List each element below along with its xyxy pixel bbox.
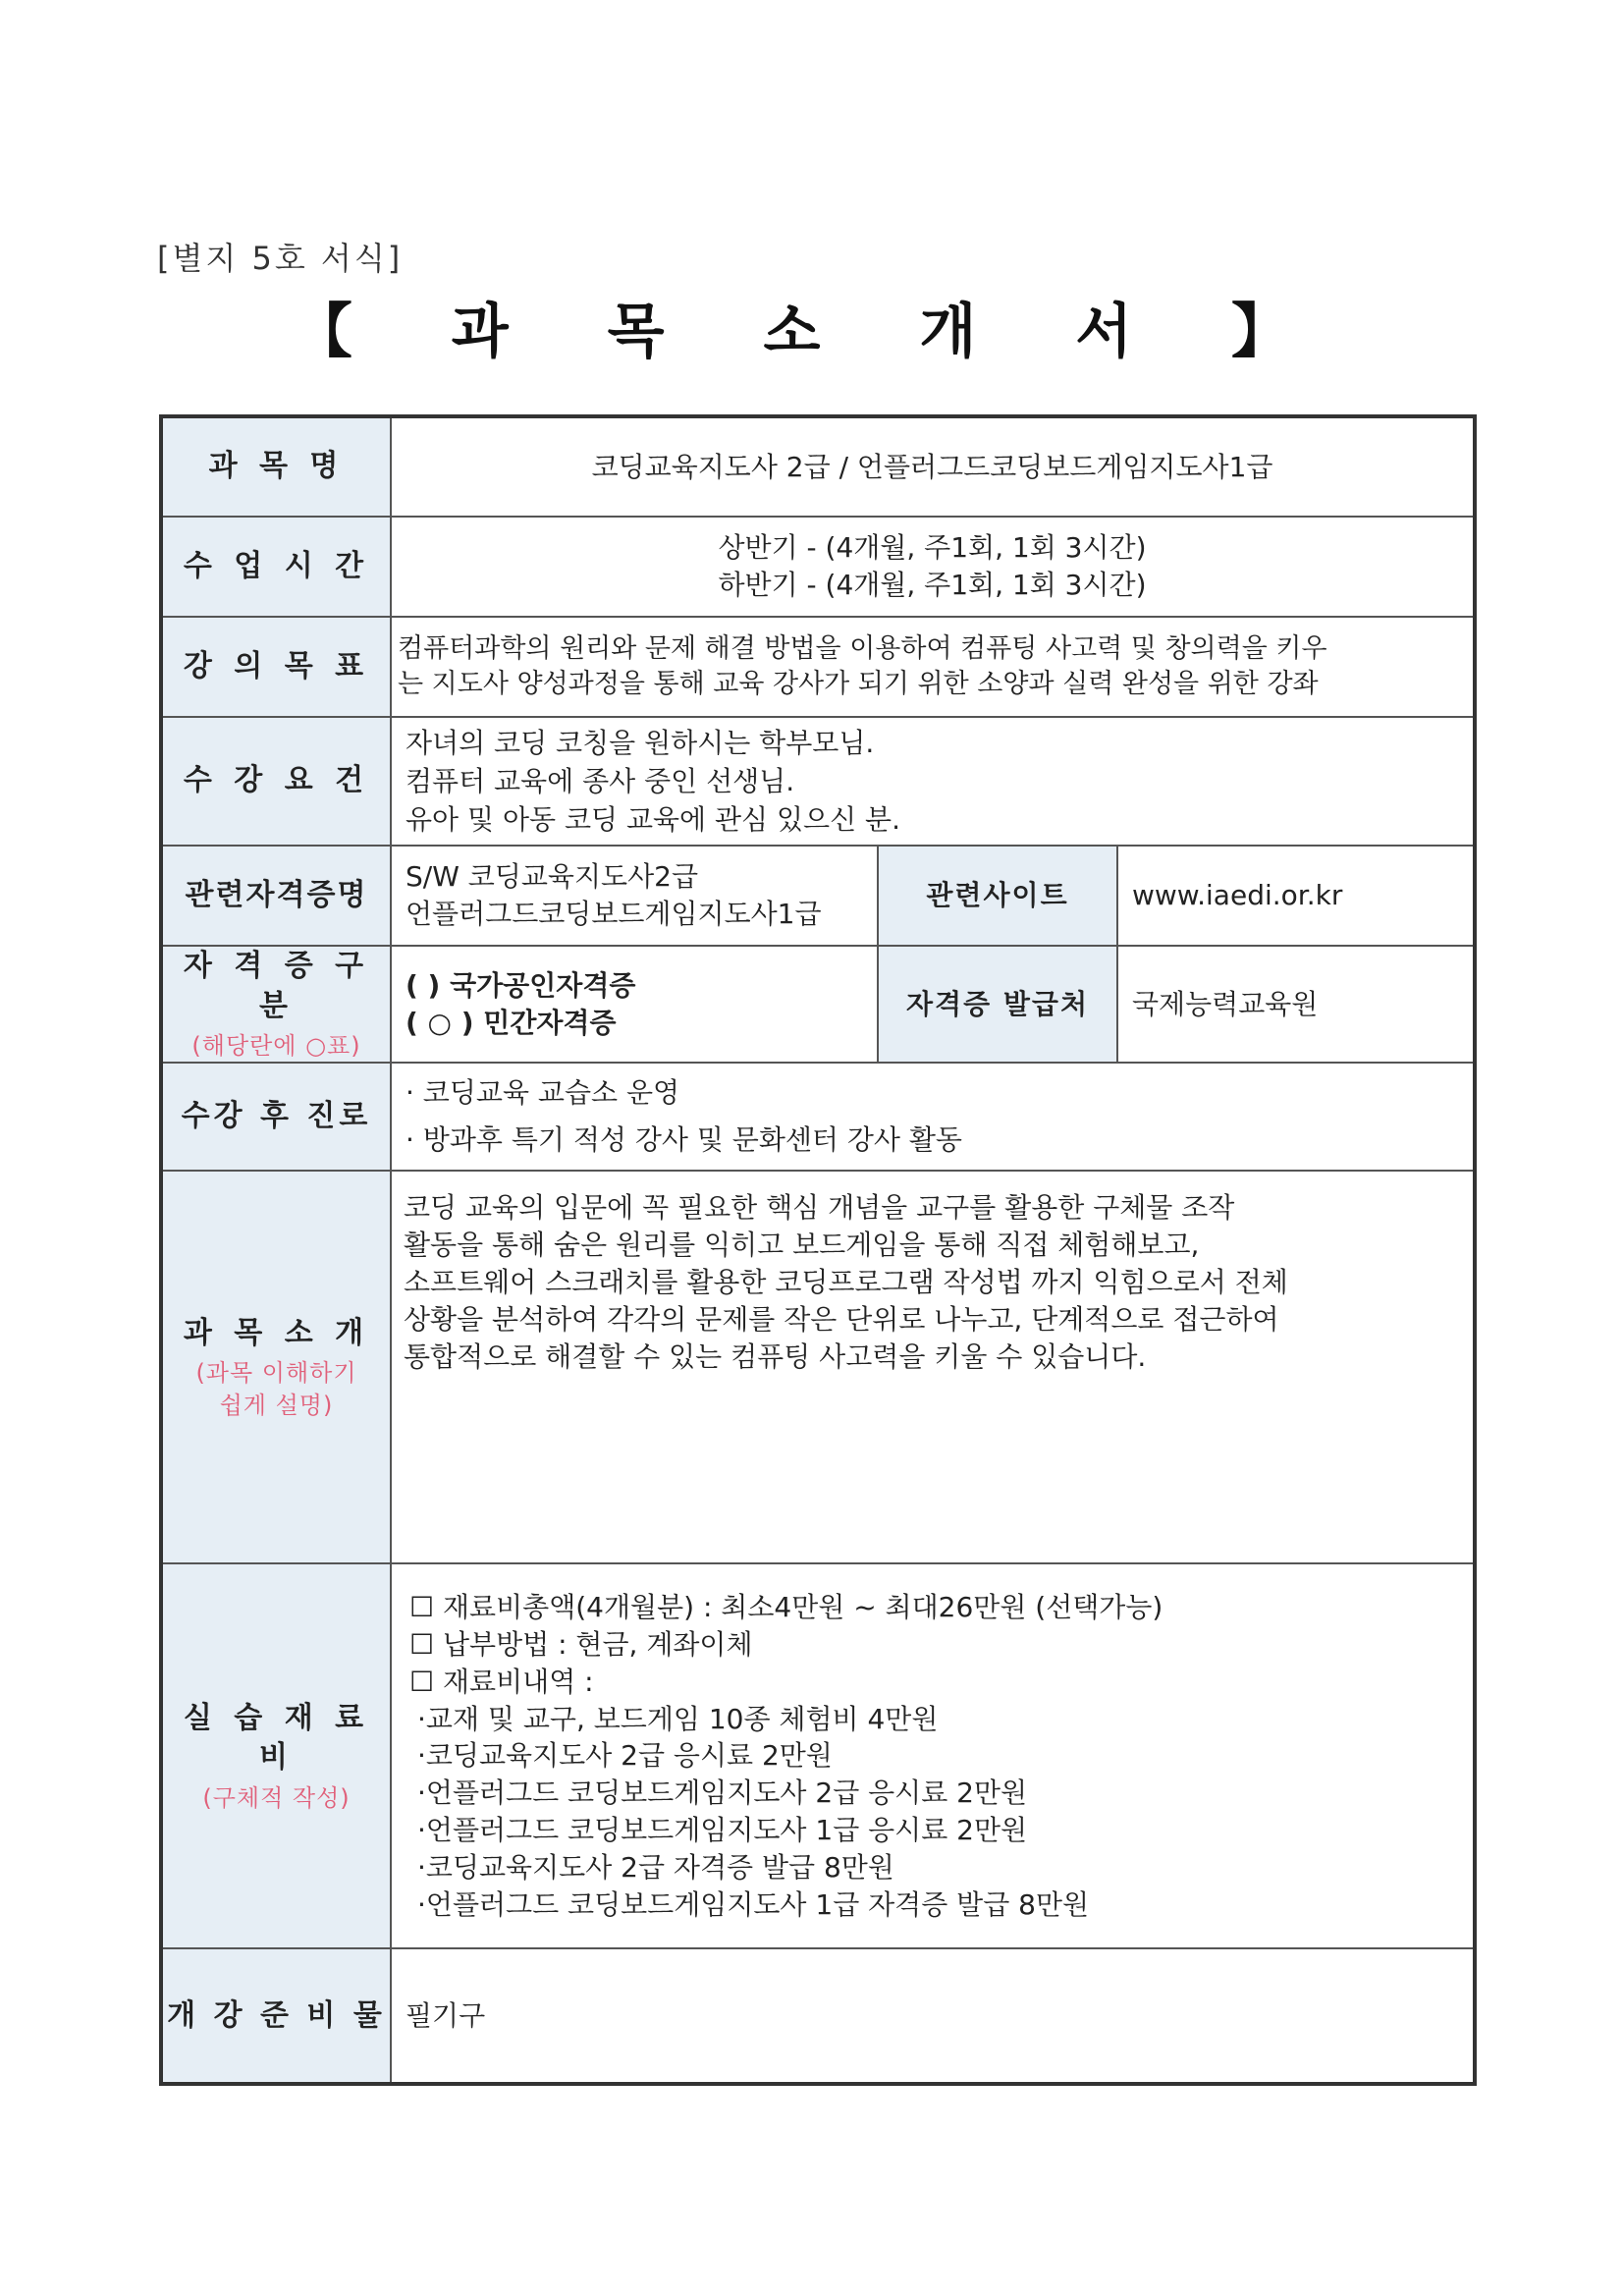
issuer-value: 국제능력교육원	[1117, 946, 1475, 1063]
issuer-header: 자격증 발급처	[878, 946, 1117, 1063]
cert-type-header: 자 격 증 구 분	[183, 949, 370, 1023]
intro-line-3: 소프트웨어 스크래치를 활용한 코딩프로그램 작성법 까지 익힘으로서 전체	[404, 1265, 1288, 1298]
materials-breakdown-title: ☐ 재료비내역 :	[409, 1665, 594, 1698]
row-career	[161, 1063, 1475, 1171]
row-requirements	[161, 717, 1475, 846]
requirement-line-2: 컴퓨터 교육에 종사 중인 선생님.	[406, 765, 795, 797]
materials-item-1: ·교재 및 교구, 보드게임 10종 체험비 4만원	[417, 1702, 939, 1735]
cert-option-private: ( ○ ) 민간자격증	[406, 1006, 617, 1039]
course-intro-table	[159, 414, 1477, 2086]
site-value: www.iaedi.or.kr	[1117, 846, 1475, 946]
class-time-header: 수 업 시 간	[161, 517, 391, 617]
class-time-line-1: 상반기 - (4개월, 주1회, 1회 3시간)	[718, 531, 1147, 565]
certificate-header: 관련자격증명	[161, 846, 391, 946]
intro-line-4: 상황을 분석하여 각각의 문제를 작은 단위로 나누고, 단계적으로 접근하여	[404, 1302, 1279, 1336]
row-materials	[161, 1563, 1475, 1948]
requirements-value	[391, 717, 1475, 846]
cert-option-national: ( ) 국가공인자격증	[406, 968, 636, 1002]
career-header: 수강 후 진로	[161, 1063, 391, 1171]
form-number-label: [별지 5호 서식]	[157, 240, 404, 277]
goal-value	[391, 617, 1475, 717]
row-cert-type	[161, 946, 1475, 1063]
row-intro	[161, 1171, 1475, 1563]
goal-header: 강 의 목 표	[161, 617, 391, 717]
prep-value: 필기구	[391, 1948, 1475, 2084]
materials-item-5: ·코딩교육지도사 2급 자격증 발급 8만원	[417, 1850, 894, 1884]
materials-header-cell	[161, 1563, 391, 1948]
subject-header: 과 목 명	[161, 416, 391, 517]
requirements-header: 수 강 요 건	[161, 717, 391, 846]
intro-note: (과목 이해하기 쉽게 설명)	[195, 1359, 357, 1419]
materials-item-2: ·코딩교육지도사 2급 응시료 2만원	[417, 1739, 833, 1773]
goal-line-2: 는 지도사 양성과정을 통해 교육 강사가 되기 위한 소양과 실력 완성을 위한 강좌	[398, 669, 1319, 699]
certificate-line-1: S/W 코딩교육지도사2급	[406, 860, 698, 894]
site-header: 관련사이트	[878, 846, 1117, 946]
materials-item-6: ·언플러그드 코딩보드게임지도사 1급 자격증 발급 8만원	[417, 1887, 1090, 1921]
requirement-line-3: 유아 및 아동 코딩 교육에 관심 있으신 분.	[406, 803, 900, 836]
materials-header: 실 습 재 료 비	[183, 1700, 370, 1776]
materials-item-4: ·언플러그드 코딩보드게임지도사 1급 응시료 2만원	[417, 1814, 1028, 1847]
intro-value	[391, 1171, 1475, 1563]
document-title: 【 과 목 소 개 서 】	[293, 298, 1330, 366]
career-line-1: · 코딩교육 교습소 운영	[406, 1076, 680, 1110]
row-prep	[161, 1948, 1475, 2084]
career-value	[391, 1063, 1475, 1171]
materials-value	[391, 1563, 1475, 1948]
class-time-line-2: 하반기 - (4개월, 주1회, 1회 3시간)	[718, 569, 1147, 601]
intro-header-cell	[161, 1171, 391, 1563]
intro-line-5: 통합적으로 해결할 수 있는 컴퓨팅 사고력을 키울 수 있습니다.	[404, 1339, 1147, 1373]
materials-payment: ☐ 납부방법 : 현금, 계좌이체	[409, 1628, 753, 1662]
requirement-line-1: 자녀의 코딩 코칭을 원하시는 학부모님.	[406, 727, 875, 759]
cert-type-options	[391, 946, 878, 1063]
subject-value: 코딩교육지도사 2급 / 언플러그드코딩보드게임지도사1급	[391, 416, 1475, 517]
intro-header: 과 목 소 개	[183, 1315, 370, 1350]
materials-item-3: ·언플러그드 코딩보드게임지도사 2급 응시료 2만원	[417, 1777, 1028, 1810]
goal-line-1: 컴퓨터과학의 원리와 문제 해결 방법을 이용하여 컴퓨팅 사고력 및 창의력을 키우	[398, 633, 1327, 664]
cert-type-note: (해당란에 ○표)	[191, 1032, 361, 1060]
row-goal	[161, 617, 1475, 717]
row-class-time	[161, 517, 1475, 617]
career-line-2: · 방과후 특기 적성 강사 및 문화센터 강사 활동	[406, 1123, 962, 1157]
certificate-line-2: 언플러그드코딩보드게임지도사1급	[406, 898, 822, 930]
materials-total: ☐ 재료비총액(4개월분) : 최소4만원 ~ 최대26만원 (선택가능)	[409, 1591, 1163, 1624]
prep-header: 개 강 준 비 물	[161, 1948, 391, 2084]
certificate-value	[391, 846, 878, 946]
class-time-value	[391, 517, 1475, 617]
intro-line-1: 코딩 교육의 입문에 꼭 필요한 핵심 개념을 교구를 활용한 구체물 조작	[404, 1191, 1235, 1225]
row-subject	[161, 416, 1475, 517]
materials-note: (구체적 작성)	[202, 1783, 351, 1812]
cert-type-header-cell	[161, 946, 391, 1063]
intro-line-2: 활동을 통해 숨은 원리를 익히고 보드게임을 통해 직접 체험해보고,	[404, 1229, 1200, 1262]
row-certificate	[161, 846, 1475, 946]
